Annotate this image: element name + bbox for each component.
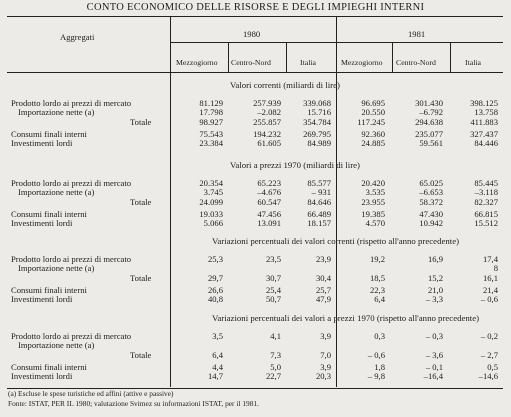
table-cell: 8 <box>493 263 498 273</box>
table-cell: 194.232 <box>253 129 281 139</box>
table-cell: 3,9 <box>320 362 331 372</box>
table-cell: 85.445 <box>474 178 498 188</box>
column-rule-1980-2 <box>286 42 287 72</box>
table-cell: – 0,2 <box>480 331 498 341</box>
table-cell: – 0,3 <box>425 331 443 341</box>
table-cell: –14,6 <box>478 371 498 381</box>
section-title: Variazioni percentuali dei valori correnti (rispetto all'anno precedente) <box>212 236 460 246</box>
table-cell: – 0,6 <box>367 350 385 360</box>
table-cell: 6,4 <box>212 350 223 360</box>
table-cell: 235.077 <box>415 129 443 139</box>
table-cell: 16,9 <box>427 254 443 264</box>
table-cell: 50,7 <box>265 294 281 304</box>
table-cell: 354.784 <box>303 117 331 127</box>
row-label: Prodotto lordo ai prezzi di mercato <box>11 98 132 108</box>
table-cell: 15,2 <box>427 273 443 283</box>
table-cell: 411.883 <box>470 117 498 127</box>
table-cell: 30,7 <box>265 273 281 283</box>
table-cell: 22,3 <box>369 285 385 295</box>
col-header-centronord-1981: Centro-Nord <box>396 58 436 67</box>
table-cell: 3,5 <box>212 331 223 341</box>
column-rule-1980-1 <box>228 42 229 72</box>
table-cell: 4,4 <box>212 362 223 372</box>
table-cell: – 931 <box>311 187 331 197</box>
table-cell: 19.385 <box>361 209 385 219</box>
table-cell: 4.570 <box>365 218 385 228</box>
table-cell: 3.745 <box>203 187 223 197</box>
row-label: Prodotto lordo ai prezzi di mercato <box>11 331 132 341</box>
table-cell: 81.129 <box>199 98 223 108</box>
table-cell: 15.716 <box>307 107 331 117</box>
column-rule-1981-2 <box>450 42 451 72</box>
column-rule-1981-1 <box>392 42 393 72</box>
table-cell: 82.327 <box>474 197 498 207</box>
table-cell: 66.815 <box>474 209 498 219</box>
row-label: Totale <box>130 197 152 207</box>
table-cell: 61.605 <box>257 138 281 148</box>
table-cell: 398.125 <box>470 98 498 108</box>
table-cell: 84.646 <box>307 197 331 207</box>
table-cell: 60.547 <box>257 197 281 207</box>
row-label: Importazione nette (a) <box>18 263 95 273</box>
table-cell: 5,0 <box>270 362 281 372</box>
table-cell: 17,4 <box>482 254 498 264</box>
table-cell: 17.798 <box>199 107 223 117</box>
table-cell: 23,5 <box>265 254 281 264</box>
table-cell: 0,5 <box>487 362 498 372</box>
table-cell: 58.372 <box>419 197 443 207</box>
table-cell: 47.430 <box>419 209 443 219</box>
row-label: Totale <box>130 350 152 360</box>
table-cell: 22,7 <box>265 371 281 381</box>
table-cell: –6.792 <box>419 107 443 117</box>
row-label: Investimenti lordi <box>11 138 73 148</box>
row-label: Investimenti lordi <box>11 371 73 381</box>
table-cell: 47.456 <box>257 209 281 219</box>
table-cell: 15.512 <box>474 218 498 228</box>
row-label: Investimenti lordi <box>11 294 73 304</box>
year-1981: 1981 <box>408 29 426 39</box>
table-cell: – 0,6 <box>480 294 498 304</box>
table-cell: 7,0 <box>320 350 331 360</box>
table-cell: 85.577 <box>307 178 331 188</box>
table-cell: – 0,1 <box>425 362 443 372</box>
table-cell: 65.025 <box>419 178 443 188</box>
table-cell: 13.758 <box>474 107 498 117</box>
column-header-rule <box>7 72 503 73</box>
table-cell: 19.033 <box>199 209 223 219</box>
table-cell: 3.535 <box>365 187 385 197</box>
table-cell: 20,3 <box>315 371 331 381</box>
table-cell: 339.068 <box>303 98 331 108</box>
footnote: (a) Escluse le spese turistiche ed affini (attive e passive) <box>8 389 174 398</box>
col-header-italia-1980: Italia <box>300 58 317 67</box>
row-header-label: Aggregati <box>60 32 95 42</box>
table-cell: 30,4 <box>315 273 331 283</box>
table-cell: 24.885 <box>361 138 385 148</box>
table-cell: 20.550 <box>361 107 385 117</box>
table-cell: 3,9 <box>320 331 331 341</box>
table-title: CONTO ECONOMICO DELLE RISORSE E DEGLI IMPIEGHI INTERNI <box>86 2 425 13</box>
row-label: Consumi finali interni <box>11 209 87 219</box>
table-cell: 84.446 <box>474 138 498 148</box>
row-label: Investimenti lordi <box>11 218 73 228</box>
table-cell: 294.638 <box>415 117 443 127</box>
table-cell: 98.927 <box>199 117 223 127</box>
table-cell: 301.430 <box>415 98 443 108</box>
table-cell: 16,1 <box>482 273 498 283</box>
column-rule-labels <box>170 16 171 387</box>
table-cell: 75.543 <box>199 129 223 139</box>
col-header-mezzogiorno-1981: Mezzogiorno <box>341 58 383 67</box>
col-header-centronord-1980: Centro-Nord <box>231 58 271 67</box>
table-cell: 20.354 <box>199 178 223 188</box>
table-cell: 18,5 <box>369 273 385 283</box>
table-cell: 66.489 <box>307 209 331 219</box>
table-cell: 96.695 <box>361 98 385 108</box>
row-label: Consumi finali interni <box>11 362 87 372</box>
table-cell: 269.795 <box>303 129 331 139</box>
row-label: Totale <box>130 273 152 283</box>
row-label: Importazione nette (a) <box>18 107 95 117</box>
col-header-mezzogiorno-1980: Mezzogiorno <box>176 58 218 67</box>
table-cell: 4,1 <box>270 331 281 341</box>
section-title: Valori correnti (miliardi di lire) <box>230 80 340 90</box>
table-cell: 65.223 <box>257 178 281 188</box>
table-cell: –4.676 <box>257 187 281 197</box>
source-note: Fonte: ISTAT, PER IL 1980; valutazione Svimez su informazioni ISTAT, per il 1981. <box>8 399 259 408</box>
table-cell: 0,3 <box>374 331 385 341</box>
table-cell: – 3,3 <box>425 294 443 304</box>
table-cell: 26,6 <box>207 285 223 295</box>
table-cell: 14,7 <box>207 371 223 381</box>
table-cell: 23.384 <box>199 138 223 148</box>
table-cell: 7,3 <box>270 350 281 360</box>
year-1980: 1980 <box>243 29 261 39</box>
table-cell: –2.082 <box>257 107 281 117</box>
table-cell: 18.157 <box>307 218 331 228</box>
table-cell: 84.989 <box>307 138 331 148</box>
row-label: Importazione nette (a) <box>18 187 95 197</box>
table-cell: 10.942 <box>419 218 443 228</box>
table-cell: 117.245 <box>357 117 385 127</box>
table-cell: 47,9 <box>315 294 331 304</box>
table-cell: 21,0 <box>427 285 443 295</box>
table-cell: – 2,7 <box>480 350 498 360</box>
row-label: Consumi finali interni <box>11 285 87 295</box>
table-cell: 25,4 <box>265 285 281 295</box>
row-label: Prodotto lordo ai prezzi di mercato <box>11 254 132 264</box>
column-rule-year-split <box>336 16 337 387</box>
table-cell: 327.437 <box>470 129 498 139</box>
table-cell: 13.091 <box>257 218 281 228</box>
table-cell: 25,3 <box>207 254 223 264</box>
table-cell: –16,4 <box>423 371 443 381</box>
table-cell: 19,2 <box>369 254 385 264</box>
section-title: Valori a prezzi 1970 (miliardi di lire) <box>230 160 360 170</box>
table-cell: 29,7 <box>207 273 223 283</box>
row-label: Totale <box>130 117 152 127</box>
table-cell: 20.420 <box>361 178 385 188</box>
row-label: Prodotto lordo ai prezzi di mercato <box>11 178 132 188</box>
table-cell: – 9,8 <box>367 371 385 381</box>
table-cell: 59.561 <box>419 138 443 148</box>
table-cell: 24.099 <box>199 197 223 207</box>
table-cell: –3.118 <box>474 187 498 197</box>
table-cell: –6.653 <box>419 187 443 197</box>
row-label: Importazione nette (a) <box>18 340 95 350</box>
table-cell: 21,4 <box>482 285 498 295</box>
table-cell: 1,8 <box>374 362 385 372</box>
table-cell: – 3,6 <box>425 350 443 360</box>
table-cell: 5.066 <box>203 218 223 228</box>
table-cell: 257.939 <box>253 98 281 108</box>
section-title: Variazioni percentuali dei valori a prezzi 1970 (rispetto all'anno precedente) <box>212 313 480 323</box>
table-cell: 23.955 <box>361 197 385 207</box>
table-cell: 92.360 <box>361 129 385 139</box>
table-cell: 6,4 <box>374 294 385 304</box>
table-cell: 40,8 <box>207 294 223 304</box>
col-header-italia-1981: Italia <box>465 58 482 67</box>
table-cell: 23,9 <box>315 254 331 264</box>
row-label: Consumi finali interni <box>11 129 87 139</box>
table-cell: 255.857 <box>253 117 281 127</box>
table-cell: 25,7 <box>315 285 331 295</box>
